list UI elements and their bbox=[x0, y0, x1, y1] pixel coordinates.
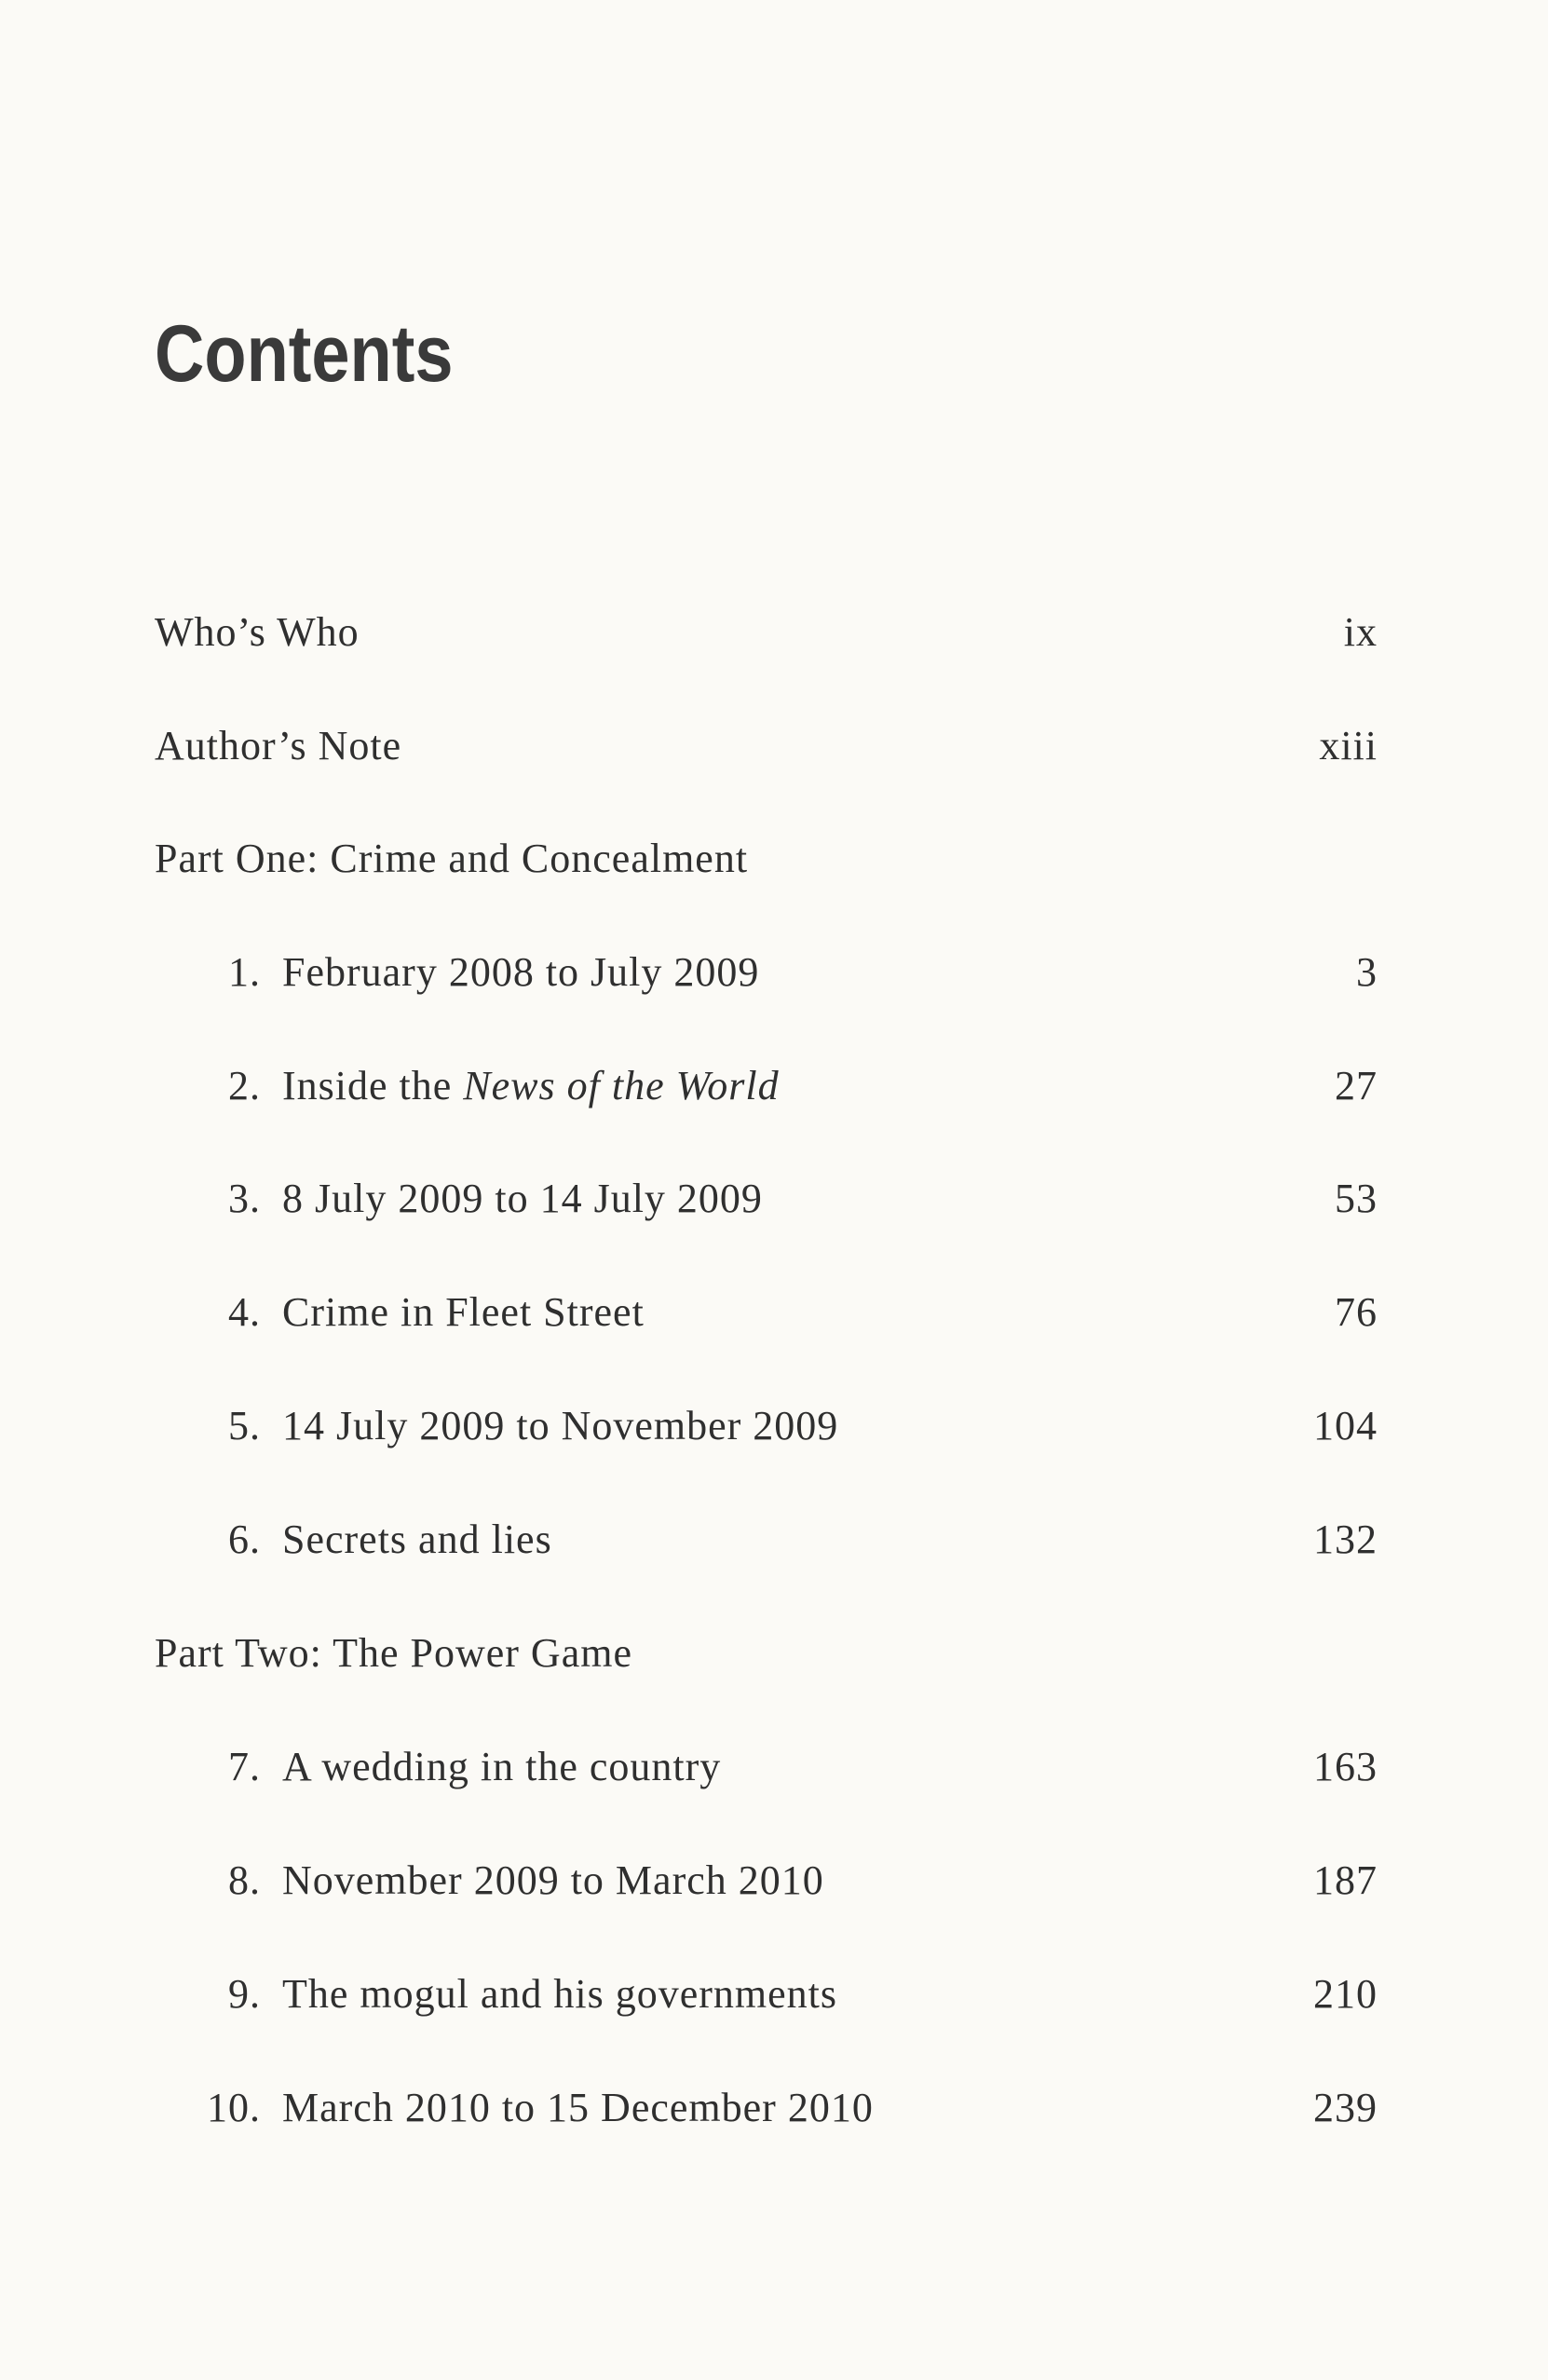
toc-entry-page: ix bbox=[1343, 609, 1378, 655]
toc-entry-whos-who bbox=[0, 600, 1548, 665]
chapter-number: 10. bbox=[207, 2085, 261, 2130]
chapter-page: 53 bbox=[1335, 1176, 1378, 1221]
toc-part-two-heading bbox=[0, 1621, 1548, 1686]
chapter-number: 4. bbox=[228, 1289, 261, 1335]
toc-part-label: Part Two: The Power Game bbox=[155, 1630, 632, 1676]
toc-chapter-7 bbox=[0, 1734, 1548, 1800]
chapter-page: 239 bbox=[1313, 2085, 1378, 2130]
chapter-title: 8 July 2009 to 14 July 2009 bbox=[282, 1176, 763, 1221]
chapter-page: 104 bbox=[1313, 1403, 1378, 1448]
chapter-title: March 2010 to 15 December 2010 bbox=[282, 2085, 874, 2130]
chapter-title: Secrets and lies bbox=[282, 1516, 552, 1562]
chapter-title bbox=[282, 1054, 780, 1119]
chapter-page: 187 bbox=[1313, 1857, 1378, 1903]
toc-entry-authors-note bbox=[0, 714, 1548, 779]
chapter-number: 8. bbox=[228, 1857, 261, 1903]
chapter-page: 27 bbox=[1335, 1063, 1378, 1108]
chapter-number: 6. bbox=[228, 1516, 261, 1562]
toc-chapter-8 bbox=[0, 1848, 1548, 1913]
toc-part-label: Part One: Crime and Concealment bbox=[155, 836, 749, 881]
chapter-title: February 2008 to July 2009 bbox=[282, 949, 760, 995]
chapter-number: 2. bbox=[228, 1063, 261, 1108]
toc-entry-label: Author’s Note bbox=[155, 723, 402, 768]
toc-entry-page: xiii bbox=[1319, 723, 1378, 768]
chapter-title: 14 July 2009 to November 2009 bbox=[282, 1403, 839, 1448]
chapter-page: 3 bbox=[1356, 949, 1378, 995]
toc-chapter-2 bbox=[0, 1054, 1548, 1119]
toc-chapter-6 bbox=[0, 1507, 1548, 1572]
chapter-page: 132 bbox=[1313, 1516, 1378, 1562]
toc-chapter-10 bbox=[0, 2075, 1548, 2141]
toc-part-one-heading bbox=[0, 826, 1548, 891]
chapter-page: 76 bbox=[1335, 1289, 1378, 1335]
chapter-title-italic: News of the World bbox=[463, 1063, 780, 1108]
toc-chapter-4 bbox=[0, 1280, 1548, 1345]
chapter-title: The mogul and his governments bbox=[282, 1971, 838, 2017]
chapter-number: 1. bbox=[228, 949, 261, 995]
chapter-title: November 2009 to March 2010 bbox=[282, 1857, 824, 1903]
chapter-title: Crime in Fleet Street bbox=[282, 1289, 645, 1335]
chapter-page: 210 bbox=[1313, 1971, 1378, 2017]
toc-chapter-5 bbox=[0, 1394, 1548, 1459]
chapter-title: A wedding in the country bbox=[282, 1744, 722, 1789]
page-title: Contents bbox=[155, 309, 454, 399]
toc-entry-label: Who’s Who bbox=[155, 609, 360, 655]
chapter-number: 9. bbox=[228, 1971, 261, 2017]
chapter-page: 163 bbox=[1313, 1744, 1378, 1789]
chapter-number: 5. bbox=[228, 1403, 261, 1448]
chapter-title-plain: Inside the bbox=[282, 1063, 464, 1108]
chapter-number: 3. bbox=[228, 1176, 261, 1221]
toc-chapter-1 bbox=[0, 940, 1548, 1005]
toc-chapter-9 bbox=[0, 1962, 1548, 2027]
chapter-number: 7. bbox=[228, 1744, 261, 1789]
toc-chapter-3 bbox=[0, 1166, 1548, 1231]
